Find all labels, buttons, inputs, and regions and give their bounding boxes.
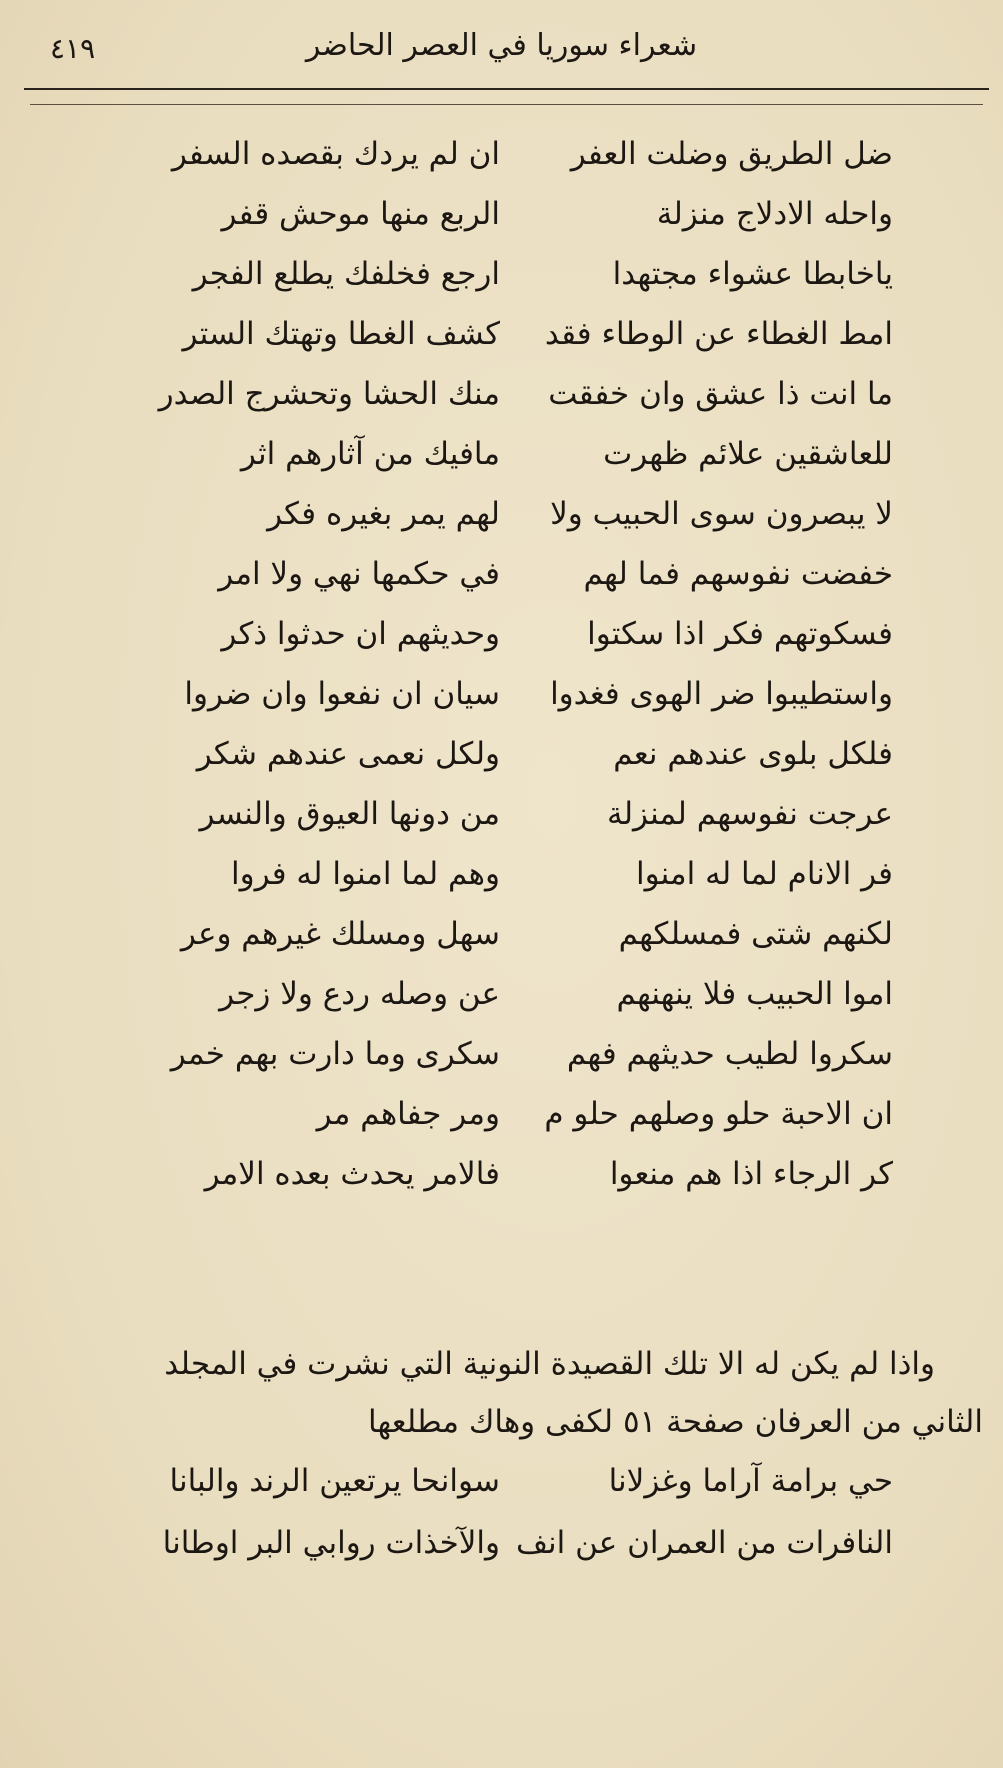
verse-second-hemistich: الربع منها موحش قفر: [221, 196, 500, 232]
header-rule: [24, 88, 989, 90]
verse-line: [40, 665, 963, 723]
verse-line: [40, 125, 963, 183]
verse-first-hemistich: واحله الادلاج منزلة: [656, 196, 893, 232]
verse-second-hemistich: والآخذات روابي البر اوطانا: [162, 1525, 500, 1561]
verse-first-hemistich: خفضت نفوسهم فما لهم: [583, 556, 893, 592]
verse-line: [40, 785, 963, 843]
prose-line: واذا لم يكن له الا تلك القصيدة النونية التي نشرت في المجلد: [164, 1346, 935, 1382]
verse-line: [40, 545, 963, 603]
verse-line: [40, 245, 963, 303]
verse-first-hemistich: ما انت ذا عشق وان خفقت: [548, 376, 893, 412]
verse-line: [40, 1514, 963, 1572]
verse-line: [40, 1145, 963, 1203]
verse-line: [40, 1085, 963, 1143]
verse-second-hemistich: وحديثهم ان حدثوا ذكر: [221, 616, 500, 652]
verse-line: [40, 1452, 963, 1510]
verse-first-hemistich: فر الانام لما له امنوا: [636, 856, 893, 892]
verse-first-hemistich: فلكل بلوى عندهم نعم: [613, 736, 893, 772]
verse-line: [40, 365, 963, 423]
verse-second-hemistich: مافيك من آثارهم اثر: [240, 436, 500, 472]
prose-line: الثاني من العرفان صفحة ٥١ لكفى وهاك مطلعها: [368, 1404, 983, 1440]
verse-second-hemistich: لهم يمر بغيره فكر: [267, 496, 500, 532]
verse-first-hemistich: لا يبصرون سوى الحبيب ولا: [550, 496, 893, 532]
verse-first-hemistich: فسكوتهم فكر اذا سكتوا: [587, 616, 893, 652]
verse-second-hemistich: من دونها العيوق والنسر: [199, 796, 500, 832]
header-rule-thin: [30, 104, 983, 105]
verse-line: [40, 485, 963, 543]
verse-second-hemistich: سكرى وما دارت بهم خمر: [170, 1036, 500, 1072]
verse-second-hemistich: وهم لما امنوا له فروا: [231, 856, 500, 892]
verse-second-hemistich: في حكمها نهي ولا امر: [218, 556, 500, 592]
running-head: [24, 20, 979, 80]
verse-line: [40, 185, 963, 243]
verse-first-hemistich: واستطيبوا ضر الهوى فغدوا: [550, 676, 893, 712]
verse-line: [40, 725, 963, 783]
verse-first-hemistich: ضل الطريق وضلت العفر: [570, 136, 893, 172]
verse-first-hemistich: اموا الحبيب فلا ينهنهم: [616, 976, 893, 1012]
verse-first-hemistich: سكروا لطيب حديثهم فهم: [566, 1036, 893, 1072]
verse-second-hemistich: ارجع فخلفك يطلع الفجر: [192, 256, 500, 292]
verse-line: [40, 305, 963, 363]
verse-line: [40, 425, 963, 483]
verse-second-hemistich: سيان ان نفعوا وان ضروا: [184, 676, 500, 712]
verse-second-hemistich: ومر جفاهم مر: [316, 1096, 500, 1132]
verse-first-hemistich: للعاشقين علائم ظهرت: [603, 436, 893, 472]
verse-first-hemistich: عرجت نفوسهم لمنزلة: [606, 796, 893, 832]
verse-line: [40, 1025, 963, 1083]
verse-first-hemistich: امط الغطاء عن الوطاء فقد: [544, 316, 893, 352]
verse-second-hemistich: منك الحشا وتحشرج الصدر: [158, 376, 500, 412]
verse-first-hemistich: لكنهم شتى فمسلكهم: [618, 916, 893, 952]
verse-second-hemistich: سوانحا يرتعين الرند والبانا: [169, 1463, 500, 1499]
verse-line: [40, 605, 963, 663]
verse-second-hemistich: ولكل نعمى عندهم شكر: [196, 736, 500, 772]
verse-second-hemistich: ان لم يردك بقصده السفر: [171, 136, 500, 172]
verse-first-hemistich: ان الاحبة حلو وصلهم حلو م: [544, 1096, 893, 1132]
verse-second-hemistich: كشف الغطا وتهتك الستر: [182, 316, 500, 352]
verse-second-hemistich: سهل ومسلك غيرهم وعر: [180, 916, 500, 952]
verse-line: [40, 845, 963, 903]
verse-second-hemistich: فالامر يحدث بعده الامر: [204, 1156, 500, 1192]
verse-first-hemistich: حي برامة آراما وغزلانا: [608, 1463, 893, 1499]
verse-first-hemistich: ياخابطا عشواء مجتهدا: [612, 256, 893, 292]
verse-first-hemistich: النافرات من العمران عن انف: [515, 1525, 893, 1561]
running-title: شعراء سوريا في العصر الحاضر: [305, 28, 698, 63]
page-number: ٤١٩: [50, 32, 96, 65]
verse-first-hemistich: كر الرجاء اذا هم منعوا: [609, 1156, 893, 1192]
verse-line: [40, 905, 963, 963]
verse-line: [40, 965, 963, 1023]
verse-second-hemistich: عن وصله ردع ولا زجر: [219, 976, 500, 1012]
